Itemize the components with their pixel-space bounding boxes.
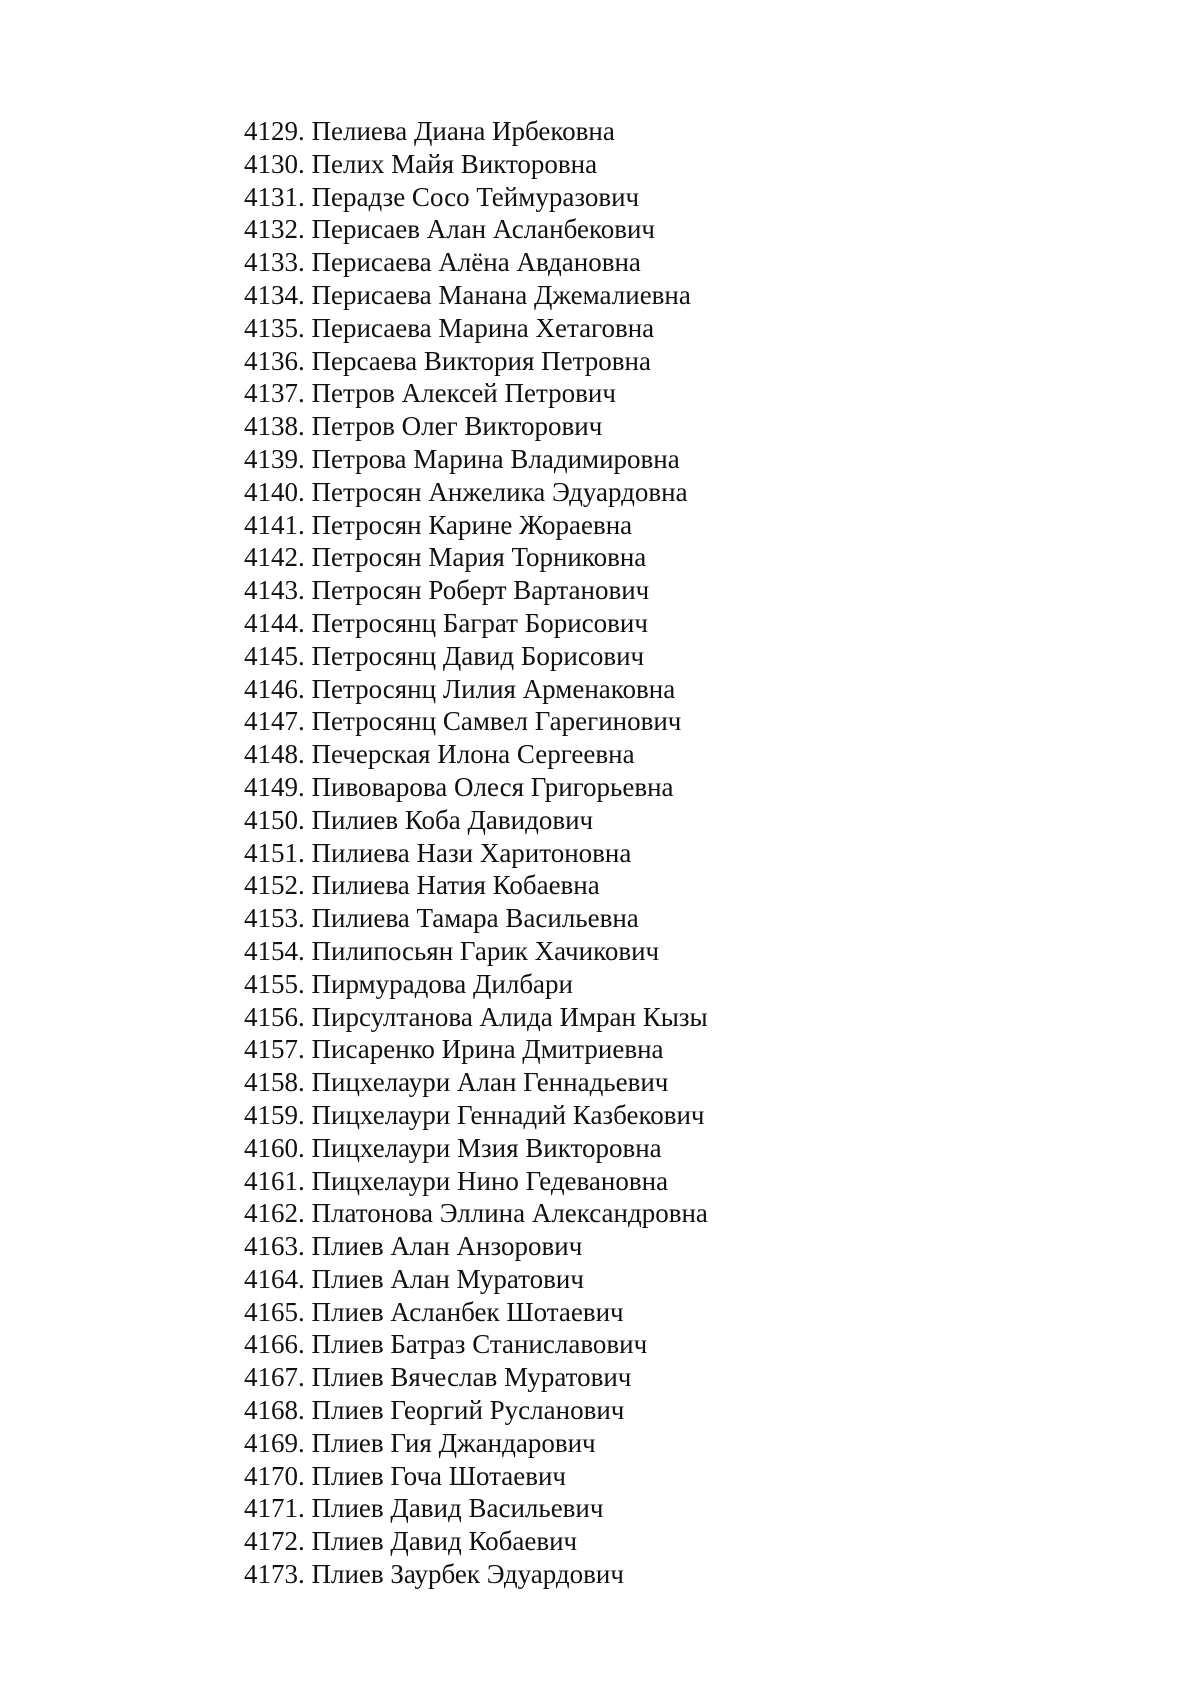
list-item: [244, 869, 708, 902]
list-item: [244, 1328, 708, 1361]
list-item: [244, 1394, 708, 1427]
entry-name: Петросянц Лилия Арменаковна: [311, 673, 676, 704]
list-item: [244, 1525, 708, 1558]
entry-name: Пилипосьян Гарик Хачикович: [311, 935, 660, 966]
entry-name: Плиев Гия Джандарович: [311, 1427, 596, 1458]
entry-name: Плиев Алан Муратович: [311, 1263, 584, 1294]
list-item: [244, 213, 708, 246]
entry-name: Плиев Давид Кобаевич: [311, 1526, 578, 1557]
list-item: [244, 1033, 708, 1066]
entry-number: 4162.: [244, 1198, 305, 1229]
entry-number: 4165.: [244, 1296, 305, 1327]
entry-number: 4151.: [244, 837, 305, 868]
entry-name: Петров Алексей Петрович: [311, 378, 616, 409]
list-item: [244, 279, 708, 312]
list-item: [244, 345, 708, 378]
entry-name: Пирсултанова Алида Имран Кызы: [311, 1001, 708, 1032]
entry-number: 4152.: [244, 870, 305, 901]
entry-name: Петросянц Давид Борисович: [311, 640, 645, 671]
entry-number: 4143.: [244, 575, 305, 606]
entry-number: 4170.: [244, 1460, 305, 1491]
entry-number: 4140.: [244, 476, 305, 507]
entry-name: Перисаева Марина Хетаговна: [311, 312, 655, 343]
entry-number: 4137.: [244, 378, 305, 409]
list-item: [244, 804, 708, 837]
entry-name: Пицхелаури Алан Геннадьевич: [311, 1067, 669, 1098]
list-item: [244, 1001, 708, 1034]
entry-number: 4134.: [244, 279, 305, 310]
entry-name: Пицхелаури Геннадий Казбекович: [311, 1099, 705, 1130]
entry-name: Плиев Георгий Русланович: [311, 1395, 625, 1426]
list-item: [244, 1132, 708, 1165]
entry-number: 4147.: [244, 706, 305, 737]
entry-number: 4171.: [244, 1493, 305, 1524]
list-item: [244, 443, 708, 476]
entry-name: Пилиева Тамара Васильевна: [311, 903, 639, 934]
entry-number: 4167.: [244, 1362, 305, 1393]
entry-name: Плиев Вячеслав Муратович: [311, 1362, 632, 1393]
list-item: [244, 771, 708, 804]
entry-number: 4155.: [244, 968, 305, 999]
entry-number: 4131.: [244, 181, 305, 212]
entry-name: Петров Олег Викторович: [311, 411, 603, 442]
entry-number: 4168.: [244, 1395, 305, 1426]
entry-name: Пивоварова Олеся Григорьевна: [311, 771, 674, 802]
entry-number: 4138.: [244, 411, 305, 442]
list-item: [244, 935, 708, 968]
list-item: [244, 1427, 708, 1460]
entry-name: Перисаев Алан Асланбекович: [311, 214, 655, 245]
list-item: [244, 1230, 708, 1263]
entry-number: 4163.: [244, 1231, 305, 1262]
entry-number: 4160.: [244, 1132, 305, 1163]
entry-number: 4129.: [244, 116, 305, 146]
list-item: [244, 1066, 708, 1099]
entry-number: 4144.: [244, 607, 305, 638]
entry-name: Пелих Майя Викторовна: [311, 148, 598, 179]
list-item: [244, 541, 708, 574]
entry-number: 4158.: [244, 1067, 305, 1098]
list-item: [244, 181, 708, 214]
list-item: [244, 738, 708, 771]
entry-number: 4132.: [244, 214, 305, 245]
entry-number: 4161.: [244, 1165, 305, 1196]
entry-number: 4136.: [244, 345, 305, 376]
list-item: [244, 1361, 708, 1394]
entry-name: Пицхелаури Нино Гедевановна: [311, 1165, 669, 1196]
entry-number: 4149.: [244, 771, 305, 802]
entry-name: Пилиева Натия Кобаевна: [311, 870, 600, 901]
list-item: [244, 902, 708, 935]
entry-number: 4173.: [244, 1559, 305, 1590]
list-item: [244, 410, 708, 443]
entry-name: Петросянц Самвел Гарегинович: [311, 706, 682, 737]
entry-number: 4172.: [244, 1526, 305, 1557]
entry-name: Пилиев Коба Давидович: [311, 804, 594, 835]
entry-number: 4146.: [244, 673, 305, 704]
entry-number: 4142.: [244, 542, 305, 573]
entry-number: 4159.: [244, 1099, 305, 1130]
list-item: [244, 148, 708, 181]
entry-name: Петросян Мария Торниковна: [311, 542, 647, 573]
entry-number: 4169.: [244, 1427, 305, 1458]
list-item: [244, 1296, 708, 1329]
entry-number: 4139.: [244, 443, 305, 474]
entry-name: Перадзе Сосо Теймуразович: [311, 181, 640, 212]
entry-number: 4135.: [244, 312, 305, 343]
list-item: [244, 574, 708, 607]
list-item: [244, 607, 708, 640]
list-item: [244, 837, 708, 870]
entry-name: Печерская Илона Сергеевна: [311, 739, 635, 770]
entry-name: Пелиева Диана Ирбековна: [311, 116, 615, 146]
entry-name: Плиев Гоча Шотаевич: [311, 1460, 567, 1491]
entry-name: Плиев Алан Анзорович: [311, 1231, 583, 1262]
list-item: [244, 705, 708, 738]
entry-number: 4156.: [244, 1001, 305, 1032]
list-item: [244, 1197, 708, 1230]
entry-number: 4157.: [244, 1034, 305, 1065]
list-item: [244, 476, 708, 509]
entry-name: Петросян Анжелика Эдуардовна: [311, 476, 688, 507]
entry-name: Плиев Батраз Станиславович: [311, 1329, 648, 1360]
list-item: [244, 312, 708, 345]
entry-number: 4148.: [244, 739, 305, 770]
entry-name: Пилиева Нази Харитоновна: [311, 837, 632, 868]
list-item: [244, 1165, 708, 1198]
entry-number: 4130.: [244, 148, 305, 179]
list-item: [244, 1460, 708, 1493]
entry-name: Петросян Карине Жораевна: [311, 509, 633, 540]
entry-name: Плиев Давид Васильевич: [311, 1493, 604, 1524]
list-item: [244, 640, 708, 673]
entry-number: 4133.: [244, 247, 305, 278]
entry-name: Пирмурадова Дилбари: [311, 968, 573, 999]
entry-name: Плиев Заурбек Эдуардович: [311, 1559, 624, 1590]
list-item: [244, 1263, 708, 1296]
list-item: [244, 673, 708, 706]
list-item: [244, 968, 708, 1001]
entry-name: Петрова Марина Владимировна: [311, 443, 680, 474]
entry-name: Петросян Роберт Вартанович: [311, 575, 650, 606]
name-list: [244, 115, 708, 1591]
list-item: [244, 377, 708, 410]
entry-name: Перисаева Манана Джемалиевна: [311, 279, 691, 310]
entry-number: 4166.: [244, 1329, 305, 1360]
entry-name: Персаева Виктория Петровна: [311, 345, 651, 376]
list-item: [244, 1558, 708, 1591]
list-item: [244, 246, 708, 279]
entry-number: 4153.: [244, 903, 305, 934]
list-item: [244, 509, 708, 542]
entry-name: Перисаева Алёна Авдановна: [311, 247, 641, 278]
entry-number: 4141.: [244, 509, 305, 540]
entry-name: Петросянц Баграт Борисович: [311, 607, 648, 638]
list-item: [244, 1492, 708, 1525]
entry-name: Плиев Асланбек Шотаевич: [311, 1296, 624, 1327]
list-item: [244, 115, 708, 148]
entry-name: Пицхелаури Мзия Викторовна: [311, 1132, 662, 1163]
entry-name: Платонова Эллина Александровна: [311, 1198, 708, 1229]
entry-number: 4164.: [244, 1263, 305, 1294]
entry-name: Писаренко Ирина Дмитриевна: [311, 1034, 664, 1065]
entry-number: 4154.: [244, 935, 305, 966]
entry-number: 4150.: [244, 804, 305, 835]
list-item: [244, 1099, 708, 1132]
entry-number: 4145.: [244, 640, 305, 671]
